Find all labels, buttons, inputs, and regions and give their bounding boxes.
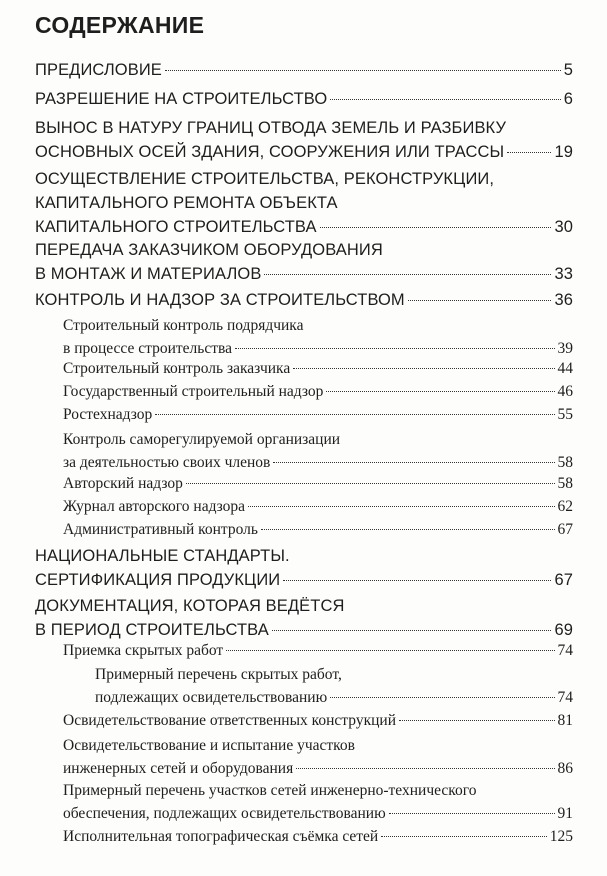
toc-page-number: 5 xyxy=(563,61,573,79)
toc-entry-line xyxy=(63,497,573,517)
dot-leader xyxy=(330,99,560,100)
toc-page-number: 19 xyxy=(554,143,573,161)
toc-entry-title: Авторский надзор xyxy=(63,475,183,492)
toc-entry-line xyxy=(63,430,340,450)
toc-page-number: 62 xyxy=(557,498,573,515)
dot-leader xyxy=(261,529,555,530)
dot-leader xyxy=(226,650,554,651)
toc-page-number: 46 xyxy=(557,383,573,400)
toc-entry-title: Освидетельствование и испытание участков xyxy=(63,737,355,754)
toc-entry-title: ПРЕДИСЛОВИЕ xyxy=(35,61,162,79)
toc-page-number: 67 xyxy=(557,521,573,538)
toc-page-number: 33 xyxy=(554,265,573,283)
toc-entry-line xyxy=(95,688,573,708)
toc-entry-title: подлежащих освидетельствованию xyxy=(95,689,328,706)
toc-entry-line xyxy=(63,316,303,336)
dot-leader xyxy=(408,300,552,301)
toc-entry-line xyxy=(35,60,573,80)
toc-entry-title: Примерный перечень участков сетей инженерно-технического xyxy=(63,782,477,799)
toc-entry-line xyxy=(35,217,573,237)
toc-page-number: 81 xyxy=(557,712,573,729)
toc-entry-title: Государственный строительный надзор xyxy=(63,383,324,400)
toc-page-number: 86 xyxy=(557,760,573,777)
toc-page-number: 36 xyxy=(554,291,573,309)
toc-entry-line xyxy=(63,359,573,379)
toc-entry-line xyxy=(63,339,573,359)
dot-leader xyxy=(235,348,555,349)
toc-page-number: 74 xyxy=(557,642,573,659)
toc-entry-title: ДОКУМЕНТАЦИЯ, КОТОРАЯ ВЕДЁТСЯ xyxy=(35,597,345,615)
toc-entry-line xyxy=(63,520,573,540)
toc-entry-line xyxy=(63,736,355,756)
toc-entry-line xyxy=(63,382,573,402)
dot-leader xyxy=(248,506,554,507)
toc-entry-line xyxy=(35,89,573,109)
toc-entry-line xyxy=(35,169,494,189)
dot-leader xyxy=(399,720,555,721)
toc-entry-line xyxy=(35,570,573,590)
toc-entry-title: инженерных сетей и оборудования xyxy=(63,760,294,777)
toc-entry-line xyxy=(35,193,338,213)
toc-entry-title: за деятельностью своих членов xyxy=(63,454,271,471)
toc-entry-title: НАЦИОНАЛЬНЫЕ СТАНДАРТЫ. xyxy=(35,547,290,565)
dot-leader xyxy=(165,70,561,71)
toc-entry-line xyxy=(35,142,573,162)
toc-entry-line xyxy=(63,827,573,847)
toc-page-number: 58 xyxy=(557,475,573,492)
toc-entry-line xyxy=(63,641,573,661)
toc-entry-title: Журнал авторского надзора xyxy=(63,498,246,515)
dot-leader xyxy=(507,152,551,153)
toc-entry-title: Строительный контроль заказчика xyxy=(63,360,291,377)
toc-entry-title: В ПЕРИОД СТРОИТЕЛЬСТВА xyxy=(35,621,269,639)
toc-entry-title: КАПИТАЛЬНОГО РЕМОНТА ОБЪЕКТА xyxy=(35,194,338,212)
dot-leader xyxy=(320,227,552,228)
toc-entry-title: Освидетельствование ответственных конструкций xyxy=(63,712,396,729)
dot-leader xyxy=(389,813,555,814)
toc-entry-title: ОСУЩЕСТВЛЕНИЕ СТРОИТЕЛЬСТВА, РЕКОНСТРУКЦИИ, xyxy=(35,170,495,188)
toc-entry-line xyxy=(35,264,573,284)
toc-entry-line xyxy=(35,290,573,310)
toc-entry-title: Исполнительная топографическая съёмка сетей xyxy=(63,828,379,845)
page-title: СОДЕРЖАНИЕ xyxy=(35,12,205,38)
toc-page-number: 69 xyxy=(554,621,573,639)
toc-entry-title: КОНТРОЛЬ И НАДЗОР ЗА СТРОИТЕЛЬСТВОМ xyxy=(35,291,405,309)
toc-entry-line xyxy=(63,711,573,731)
toc-entry-title: обеспечения, подлежащих освидетельствованию xyxy=(63,805,386,822)
toc-page-number: 91 xyxy=(557,805,573,822)
toc-entry-title: в процессе строительства xyxy=(63,340,232,357)
toc-entry-title: Административный контроль xyxy=(63,521,258,538)
toc-entry-line xyxy=(35,546,290,566)
toc-page-number: 39 xyxy=(557,340,573,357)
toc-entry-title: ВЫНОС В НАТУРУ ГРАНИЦ ОТВОДА ЗЕМЕЛЬ И РАЗБИВКУ xyxy=(35,119,507,137)
dot-leader xyxy=(186,483,555,484)
dot-leader xyxy=(330,697,554,698)
toc-entry-line xyxy=(63,759,573,779)
toc-entry-line xyxy=(35,118,506,138)
toc-entry-line xyxy=(95,665,342,685)
dot-leader xyxy=(283,580,551,581)
toc-entry-line xyxy=(63,804,573,824)
toc-entry-line xyxy=(63,453,573,473)
toc-entry-title: В МОНТАЖ И МАТЕРИАЛОВ xyxy=(35,265,262,283)
toc-entry-title: СЕРТИФИКАЦИЯ ПРОДУКЦИИ xyxy=(35,571,281,589)
dot-leader xyxy=(155,414,554,415)
toc-entry-line xyxy=(35,240,383,260)
toc-entry-title: ПЕРЕДАЧА ЗАКАЗЧИКОМ ОБОРУДОВАНИЯ xyxy=(35,241,383,259)
dot-leader xyxy=(272,630,552,631)
toc-page-number: 6 xyxy=(563,90,573,108)
toc-entry-title: РАЗРЕШЕНИЕ НА СТРОИТЕЛЬСТВО xyxy=(35,90,328,108)
toc-page-number: 67 xyxy=(554,571,573,589)
dot-leader xyxy=(381,836,547,837)
toc-entry-title: Ростехнадзор xyxy=(63,406,153,423)
toc-entry-line xyxy=(63,781,476,801)
dot-leader xyxy=(273,462,554,463)
toc-page-number: 55 xyxy=(557,406,573,423)
toc-entry-title: ОСНОВНЫХ ОСЕЙ ЗДАНИЯ, СООРУЖЕНИЯ ИЛИ ТРАССЫ xyxy=(35,143,505,161)
dot-leader xyxy=(264,274,551,275)
toc-entry-line xyxy=(35,596,345,616)
toc-entry-title: Строительный контроль подрядчика xyxy=(63,317,304,334)
toc-page-number: 74 xyxy=(557,689,573,706)
toc-entry-title: Примерный перечень скрытых работ, xyxy=(95,666,342,683)
dot-leader xyxy=(326,391,554,392)
toc-page-number: 125 xyxy=(549,828,573,845)
toc-entry-title: Контроль саморегулируемой организации xyxy=(63,431,341,448)
toc-page-number: 44 xyxy=(557,360,573,377)
toc-entry-title: КАПИТАЛЬНОГО СТРОИТЕЛЬСТВА xyxy=(35,218,317,236)
toc-entry-line xyxy=(35,620,573,640)
toc-entry-line xyxy=(63,405,573,425)
toc-entry-title: Приемка скрытых работ xyxy=(63,642,224,659)
toc-page-number: 58 xyxy=(557,454,573,471)
toc-page-number: 30 xyxy=(554,218,573,236)
dot-leader xyxy=(293,368,554,369)
dot-leader xyxy=(296,768,554,769)
toc-entry-line xyxy=(63,474,573,494)
